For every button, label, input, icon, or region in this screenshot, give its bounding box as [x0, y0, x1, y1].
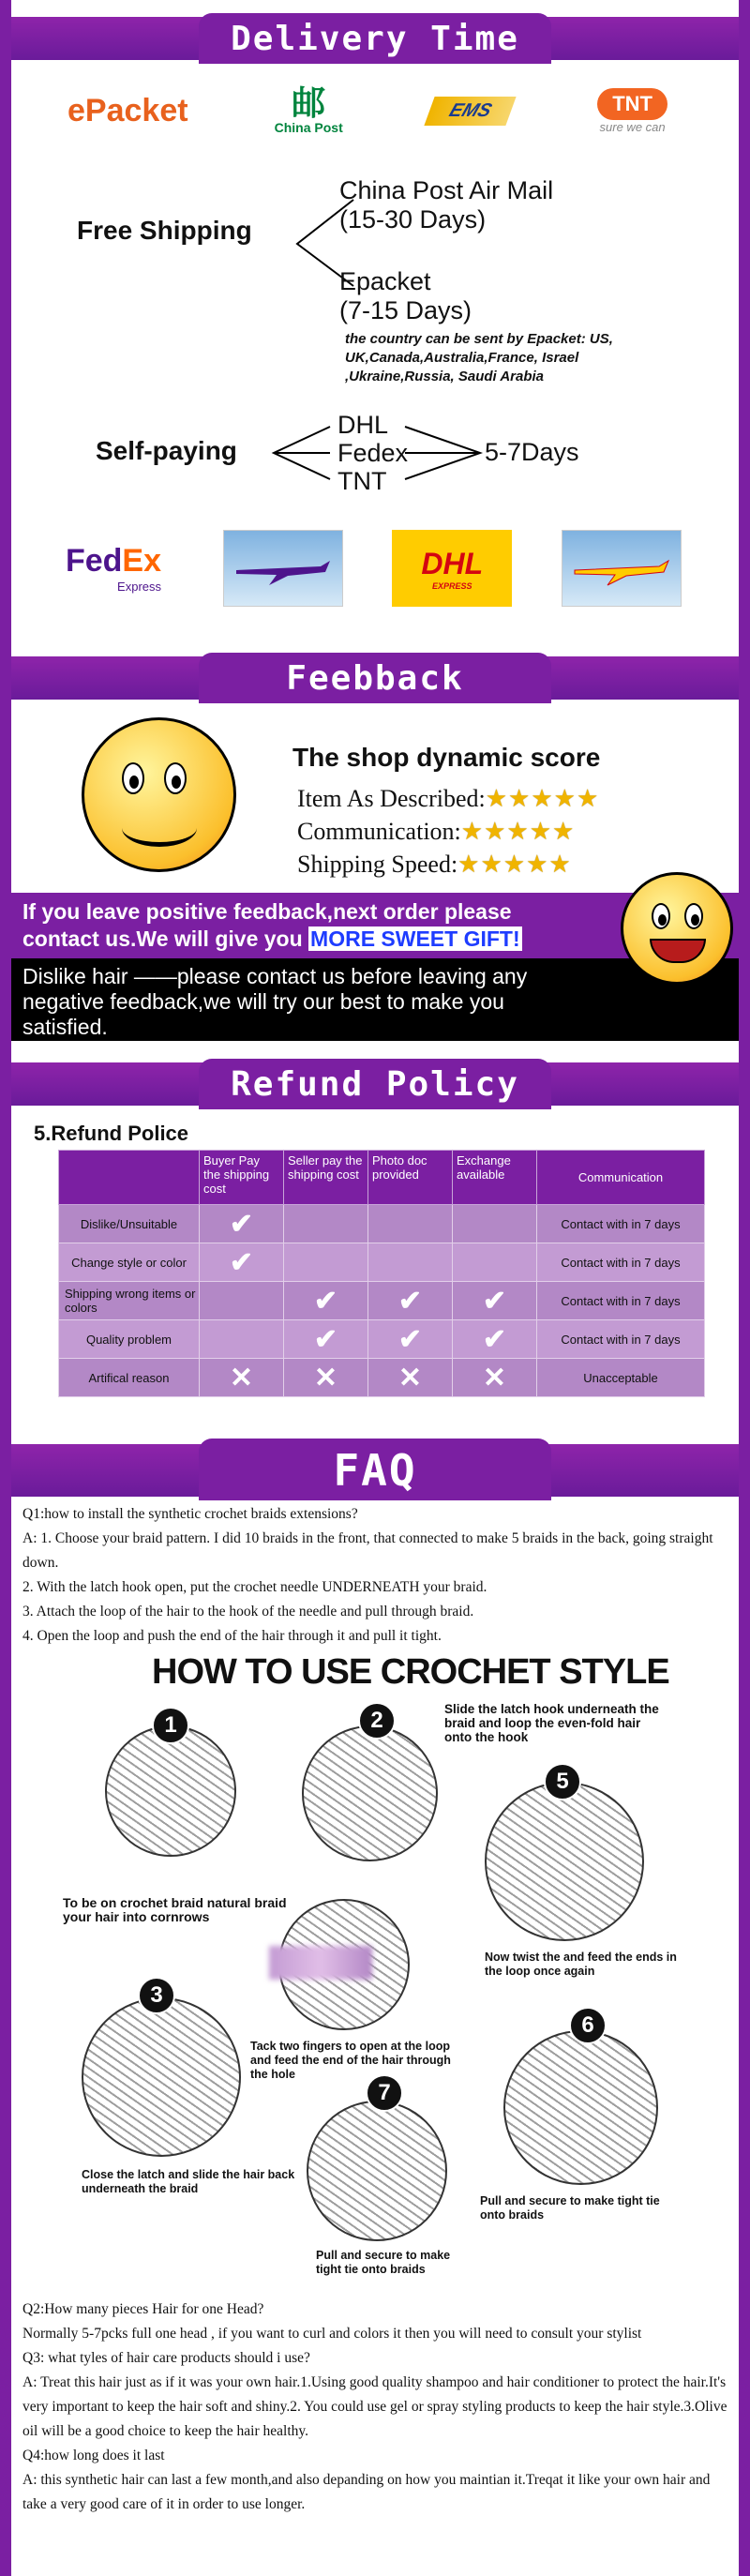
faq-answer: 4. Open the loop and push the end of the hair through it and pull it tight. — [22, 1628, 442, 1644]
refund-title: Refund Policy — [231, 1064, 519, 1104]
refund-header-cell — [59, 1151, 200, 1205]
positive-feedback-notice: If you leave positive feedback,next order please contact us.We will give you MORE SWEET GIFT! — [11, 893, 739, 958]
star-rating-icon: ★★★★★ — [458, 851, 572, 878]
step-1-illustration — [105, 1725, 236, 1857]
chinapost-airmail: China Post Air Mail (15-30 Days) — [339, 176, 554, 233]
faq-q1-block — [22, 1502, 729, 1649]
checkmark-icon: ✔ — [200, 1205, 284, 1243]
self-paying-label: Self-paying — [96, 436, 237, 465]
faq-answer: A: 1. Choose your braid pattern. I did 10 braids in the front, that connected to make 5 braids in the back, going straight down. — [22, 1530, 713, 1571]
step-6-illustration — [503, 2030, 658, 2185]
cross-icon: ✕ — [453, 1359, 537, 1397]
dhl-logo: DHL EXPRESS — [392, 530, 512, 607]
carrier-logo-row — [68, 83, 668, 135]
faq-title: FAQ — [333, 1445, 417, 1496]
star-rating-icon: ★★★★★ — [485, 785, 600, 812]
airplane-image-1 — [223, 530, 343, 607]
airplane-image-2 — [562, 530, 682, 607]
epacket-country-note: the country can be sent by Epacket: US, UK,Canada,Australia,France, Israel ,Ukraine,Russia, Saudi Arabia — [345, 331, 613, 384]
step-number: 6 — [569, 2007, 607, 2044]
cross-icon: ✕ — [284, 1359, 368, 1397]
step-7-illustration — [307, 2101, 447, 2241]
checkmark-icon: ✔ — [368, 1320, 453, 1359]
refund-table — [58, 1150, 705, 1397]
feedback-title: Feebback — [286, 658, 464, 698]
step-number: 7 — [366, 2074, 403, 2112]
refund-header-cell: Photo doc provided — [368, 1151, 453, 1205]
faq-answer: A: this synthetic hair can last a few month,and also depanding on how you maintian it.Treqat it like your own hair and take a very good care of it in order to use longer. — [22, 2472, 711, 2512]
faq-answer: Normally 5-7pcks full one head , if you want to curl and colors it then you will need to consult your stylist — [22, 2326, 642, 2342]
table-row: Change style or color ✔ Contact with in 7 days — [59, 1243, 705, 1282]
blurred-overlay — [269, 1946, 372, 1980]
refund-header-cell: Exchange available — [453, 1151, 537, 1205]
table-row: Quality problem ✔ ✔ ✔ Contact with in 7 days — [59, 1320, 705, 1359]
step-caption: Pull and secure to make tight tie onto braids — [480, 2194, 660, 2222]
score-communication: Communication:★★★★★ — [297, 818, 576, 845]
step-caption: To be on crochet braid natural braid your hair into cornrows — [63, 1895, 287, 1924]
epacket-option: Epacket (7-15 Days) — [339, 267, 472, 324]
step-5-illustration — [485, 1782, 644, 1941]
table-row: Artifical reason ✕ ✕ ✕ ✕ Unacceptable — [59, 1359, 705, 1397]
express-carriers: DHL Fedex TNT — [338, 411, 409, 495]
faq-more-block — [22, 2297, 729, 2517]
step-caption: Now twist the and feed the ends in the loop once again — [485, 1951, 677, 1978]
refund-banner — [11, 1062, 739, 1106]
waving-smiley-icon — [82, 717, 236, 872]
faq-question: Q1:how to install the synthetic crochet braids extensions? — [22, 1506, 358, 1522]
china-post-icon: 邮 — [292, 83, 326, 122]
carrier-image-row — [53, 530, 682, 607]
faq-answer: 3. Attach the loop of the hair to the hook of the needle and pull through braid. — [22, 1604, 474, 1619]
step-number: 1 — [152, 1707, 189, 1744]
refund-header-cell: Buyer Pay the shipping cost — [200, 1151, 284, 1205]
ems-logo: EMS — [424, 97, 517, 126]
table-row: Dislike/Unsuitable ✔ Contact with in 7 days — [59, 1205, 705, 1243]
china-post-logo: 邮 China Post — [274, 83, 343, 135]
step-number: 3 — [138, 1977, 175, 2014]
refund-police-heading: 5.Refund Police — [34, 1122, 189, 1145]
shop-score-title: The shop dynamic score — [292, 743, 601, 772]
faq-banner — [11, 1444, 739, 1497]
tnt-logo: TNT sure we can — [597, 88, 668, 134]
step-caption: Close the latch and slide the hair back underneath the braid — [82, 2168, 295, 2195]
checkmark-icon: ✔ — [200, 1243, 284, 1282]
score-item-described: Item As Described:★★★★★ — [297, 785, 600, 812]
step-number: 5 — [544, 1763, 581, 1800]
refund-header-cell: Communication — [537, 1151, 705, 1205]
checkmark-icon: ✔ — [453, 1282, 537, 1320]
fedex-logo: FedEx Express — [65, 543, 162, 594]
sweet-gift-highlight: MORE SWEET GIFT! — [310, 926, 520, 951]
step-caption: Tack two fingers to open at the loop and feed the end of the hair through the hole — [250, 2040, 451, 2081]
faq-answer: 2. With the latch hook open, put the crochet needle UNDERNEATH your braid. — [22, 1579, 488, 1595]
cross-icon: ✕ — [200, 1359, 284, 1397]
negative-feedback-notice: Dislike hair ——please contact us before leaving any negative feedback,we will try our best to make you satisfied. — [11, 958, 739, 1041]
epacket-logo: ePacket — [68, 92, 188, 128]
delivery-title: Delivery Time — [231, 19, 519, 58]
step-2-illustration — [302, 1725, 438, 1861]
star-rating-icon: ★★★★★ — [460, 818, 576, 845]
thumbs-up-smiley-icon — [621, 872, 733, 985]
step-caption: Slide the latch hook underneath the braid and loop the even-fold hair onto the hook — [444, 1702, 659, 1744]
checkmark-icon: ✔ — [368, 1282, 453, 1320]
faq-question: Q3: what tyles of hair care products should i use? — [22, 2350, 310, 2366]
free-shipping-label: Free Shipping — [77, 216, 252, 245]
score-shipping-speed: Shipping Speed:★★★★★ — [297, 851, 572, 878]
step-3-illustration — [82, 1997, 241, 2157]
express-days: 5-7Days — [485, 438, 579, 466]
refund-table-header — [59, 1151, 705, 1205]
airplane-icon — [232, 550, 335, 587]
cross-icon: ✕ — [368, 1359, 453, 1397]
step-number: 2 — [358, 1702, 396, 1740]
feedback-banner — [11, 656, 739, 700]
airplane-icon — [570, 550, 673, 587]
checkmark-icon: ✔ — [453, 1320, 537, 1359]
faq-question: Q2:How many pieces Hair for one Head? — [22, 2301, 264, 2317]
howto-title: HOW TO USE CROCHET STYLE — [152, 1652, 669, 1692]
delivery-banner — [11, 17, 739, 60]
checkmark-icon: ✔ — [284, 1320, 368, 1359]
faq-answer: A: Treat this hair just as if it was your own hair.1.Using good quality shampoo and hair conditioner to protect the hair.It's very important to keep the hair soft and shiny.2. You could use gel or spray styling products to keep the hair style.3.Olive oil will be a good choice to keep the hair healthy. — [22, 2374, 728, 2439]
step-caption: Pull and secure to make tight tie onto braids — [316, 2249, 451, 2276]
refund-header-cell: Seller pay the shipping cost — [284, 1151, 368, 1205]
faq-question: Q4:how long does it last — [22, 2448, 165, 2463]
table-row: Shipping wrong items or colors ✔ ✔ ✔ Contact with in 7 days — [59, 1282, 705, 1320]
checkmark-icon: ✔ — [284, 1282, 368, 1320]
